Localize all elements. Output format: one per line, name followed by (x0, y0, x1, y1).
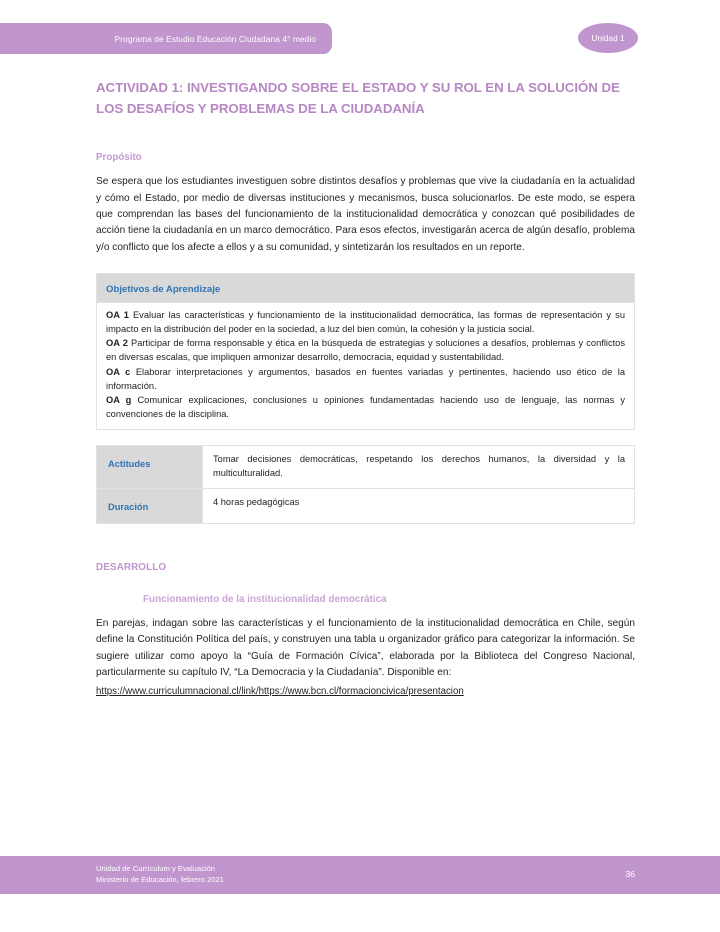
oa-code: OA c (106, 366, 136, 377)
oa-code: OA 1 (106, 309, 133, 320)
document-content (96, 0, 635, 699)
actitudes-label-cell (97, 445, 203, 488)
table-row (97, 488, 635, 523)
list-item (106, 394, 625, 422)
footer-line-1: Unidad de Currículum y Evaluación (96, 864, 216, 873)
duracion-value: 4 horas pedagógicas (213, 496, 300, 507)
list-item (106, 366, 625, 394)
program-header-label: Programa de Estudio Educación Ciudadana 4° medio (114, 33, 316, 44)
oa-code: OA g (106, 395, 138, 406)
objetivos-header-label: Objetivos de Aprendizaje (106, 283, 221, 295)
actitudes-label: Actitudes (108, 458, 151, 469)
oa-text: Evaluar las características y funcionamiento de la institucionalidad democrática, las formas de representación y su impacto en la distribución del poder en la sociedad, a luz del bien común, la cohesión y la justicia social. (106, 309, 626, 334)
oa-text: Comunicar explicaciones, conclusiones u opiniones fundamentadas haciendo uso de lenguaje, las normas y convenciones de la disciplina. (106, 395, 625, 420)
table-row (97, 273, 635, 302)
page-title: ACTIVIDAD 1: INVESTIGANDO SOBRE EL ESTADO Y SU ROL EN LA SOLUCIÓN DE LOS DESAFÍOS Y PROBLEMAS DE LA CIUDADANÍA (96, 80, 620, 116)
resource-link[interactable]: https://www.curriculumnacional.cl/link/https://www.bcn.cl/formacioncivica/presentacion (96, 686, 464, 698)
objetivos-body-cell (97, 302, 635, 429)
actitudes-value-cell (203, 445, 635, 488)
duracion-value-cell (203, 488, 635, 523)
list-item (106, 309, 625, 337)
duracion-label: Duración (108, 501, 149, 512)
oa-text: Participar de forma responsable y ética en la búsqueda de estrategias y soluciones a desafíos, problemas y conflictos en diversas escalas, que impliquen armonizar desarrollo, democracia, equidad y sustentabilidad. (106, 338, 625, 363)
desarrollo-subheading: Funcionamiento de la institucionalidad democrática (143, 593, 387, 605)
objetivos-header-cell (97, 273, 635, 302)
oa-text: Elaborar interpretaciones y argumentos, basados en fuentes variadas y pertinentes, haciendo uso ético de la información. (106, 366, 625, 391)
page-number: 36 (625, 869, 635, 879)
oa-code: OA 2 (106, 338, 132, 349)
desarrollo-heading: DESARROLLO (96, 561, 167, 573)
actitudes-value: Tomar decisiones democráticas, respetando los derechos humanos, la diversidad y la multiculturalidad. (213, 453, 625, 478)
table-row (97, 445, 635, 488)
footer-line-2: Ministerio de Educación, febrero 2021 (96, 875, 224, 884)
list-item (106, 337, 625, 365)
proposito-paragraph: Se espera que los estudiantes investiguen sobre distintos desafíos y problemas que vive la ciudadanía en la actualidad y cómo el Estado, por medio de diversas instituciones y mecanismos, busca solucionarlos. De este modo, se espera que comprendan las bases del funcionamiento de la institucionalidad democrática y conozcan qué posibilidades de acción tiene la ciudadanía en un marco democrático. Para esos efectos, investigarán acerca de algún desafío, problema y/o conflicto que los afecte a ellos y a su comunidad, y sintetizarán los resultados en un reporte. (96, 176, 635, 253)
table-row (97, 302, 635, 429)
desarrollo-paragraph: En parejas, indagan sobre las características y el funcionamiento de la institucionalidad democrática en Chile, según define la Constitución Política del país, y construyen una tabla u organizador gráfico para categorizar la información. Se sugiere utilizar como apoyo la “Guía de Formación Cívica”, elaborada por la Biblioteca del Congreso Nacional, particularmente su capítulo IV, “La Democracia y la Ciudadanía”. Disponible en: (96, 617, 635, 678)
footer-bar (0, 856, 720, 894)
objetivos-aprendizaje-table (96, 273, 635, 430)
proposito-heading: Propósito (96, 152, 142, 164)
attributes-table (96, 445, 635, 524)
duracion-label-cell (97, 488, 203, 523)
footer-credits (96, 863, 224, 885)
unit-badge-label: Unidad 1 (591, 33, 625, 43)
